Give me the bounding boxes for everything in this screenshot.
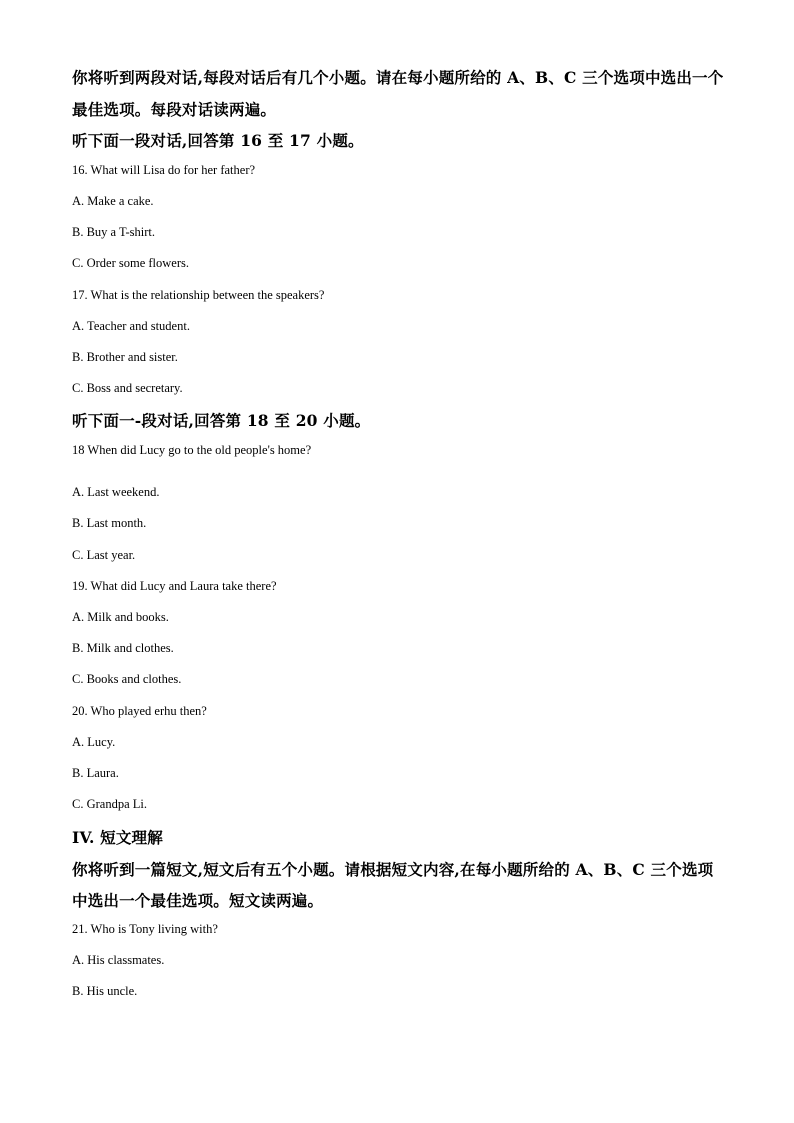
question-16-option-c: C. Order some flowers. [72, 256, 189, 270]
question-17-option-a: A. Teacher and student. [72, 319, 190, 333]
question-19: 19. What did Lucy and Laura take there? [72, 579, 277, 593]
section-4-title: IV. 短文理解 [72, 828, 163, 847]
question-17-option-b: B. Brother and sister. [72, 350, 178, 364]
question-20-option-c: C. Grandpa Li. [72, 797, 147, 811]
question-16-option-b: B. Buy a T-shirt. [72, 225, 155, 239]
passage-instruction-line-2: 中选出一个最佳选项。短文读两遍。 [72, 891, 324, 910]
dialogue-2-heading: 听下面一-段对话,回答第 18 至 20 小题。 [72, 411, 371, 430]
question-19-option-c: C. Books and clothes. [72, 672, 182, 686]
question-19-option-b: B. Milk and clothes. [72, 641, 174, 655]
question-17-option-c: C. Boss and secretary. [72, 381, 183, 395]
question-18-option-a: A. Last weekend. [72, 485, 160, 499]
dialogues-instruction-line-2: 最佳选项。每段对话读两遍。 [72, 100, 277, 119]
question-21-option-a: A. His classmates. [72, 953, 165, 967]
question-17: 17. What is the relationship between the speakers? [72, 288, 325, 302]
question-18-option-b: B. Last month. [72, 516, 147, 530]
question-18-option-c: C. Last year. [72, 548, 136, 562]
question-16: 16. What will Lisa do for her father? [72, 163, 256, 177]
question-20: 20. Who played erhu then? [72, 704, 207, 718]
dialogues-instruction-line-1: 你将听到两段对话,每段对话后有几个小题。请在每小题所给的 A、B、C 三个选项中选出一个 [72, 68, 724, 87]
question-20-option-b: B. Laura. [72, 766, 119, 780]
question-20-option-a: A. Lucy. [72, 735, 116, 749]
question-18: 18 When did Lucy go to the old people's home? [72, 443, 312, 457]
passage-instruction-line-1: 你将听到一篇短文,短文后有五个小题。请根据短文内容,在每小题所给的 A、B、C 三个选项 [72, 860, 714, 879]
question-21: 21. Who is Tony living with? [72, 922, 218, 936]
question-16-option-a: A. Make a cake. [72, 194, 154, 208]
question-21-option-b: B. His uncle. [72, 984, 138, 998]
question-19-option-a: A. Milk and books. [72, 610, 169, 624]
dialogue-1-heading: 听下面一段对话,回答第 16 至 17 小题。 [72, 131, 364, 150]
